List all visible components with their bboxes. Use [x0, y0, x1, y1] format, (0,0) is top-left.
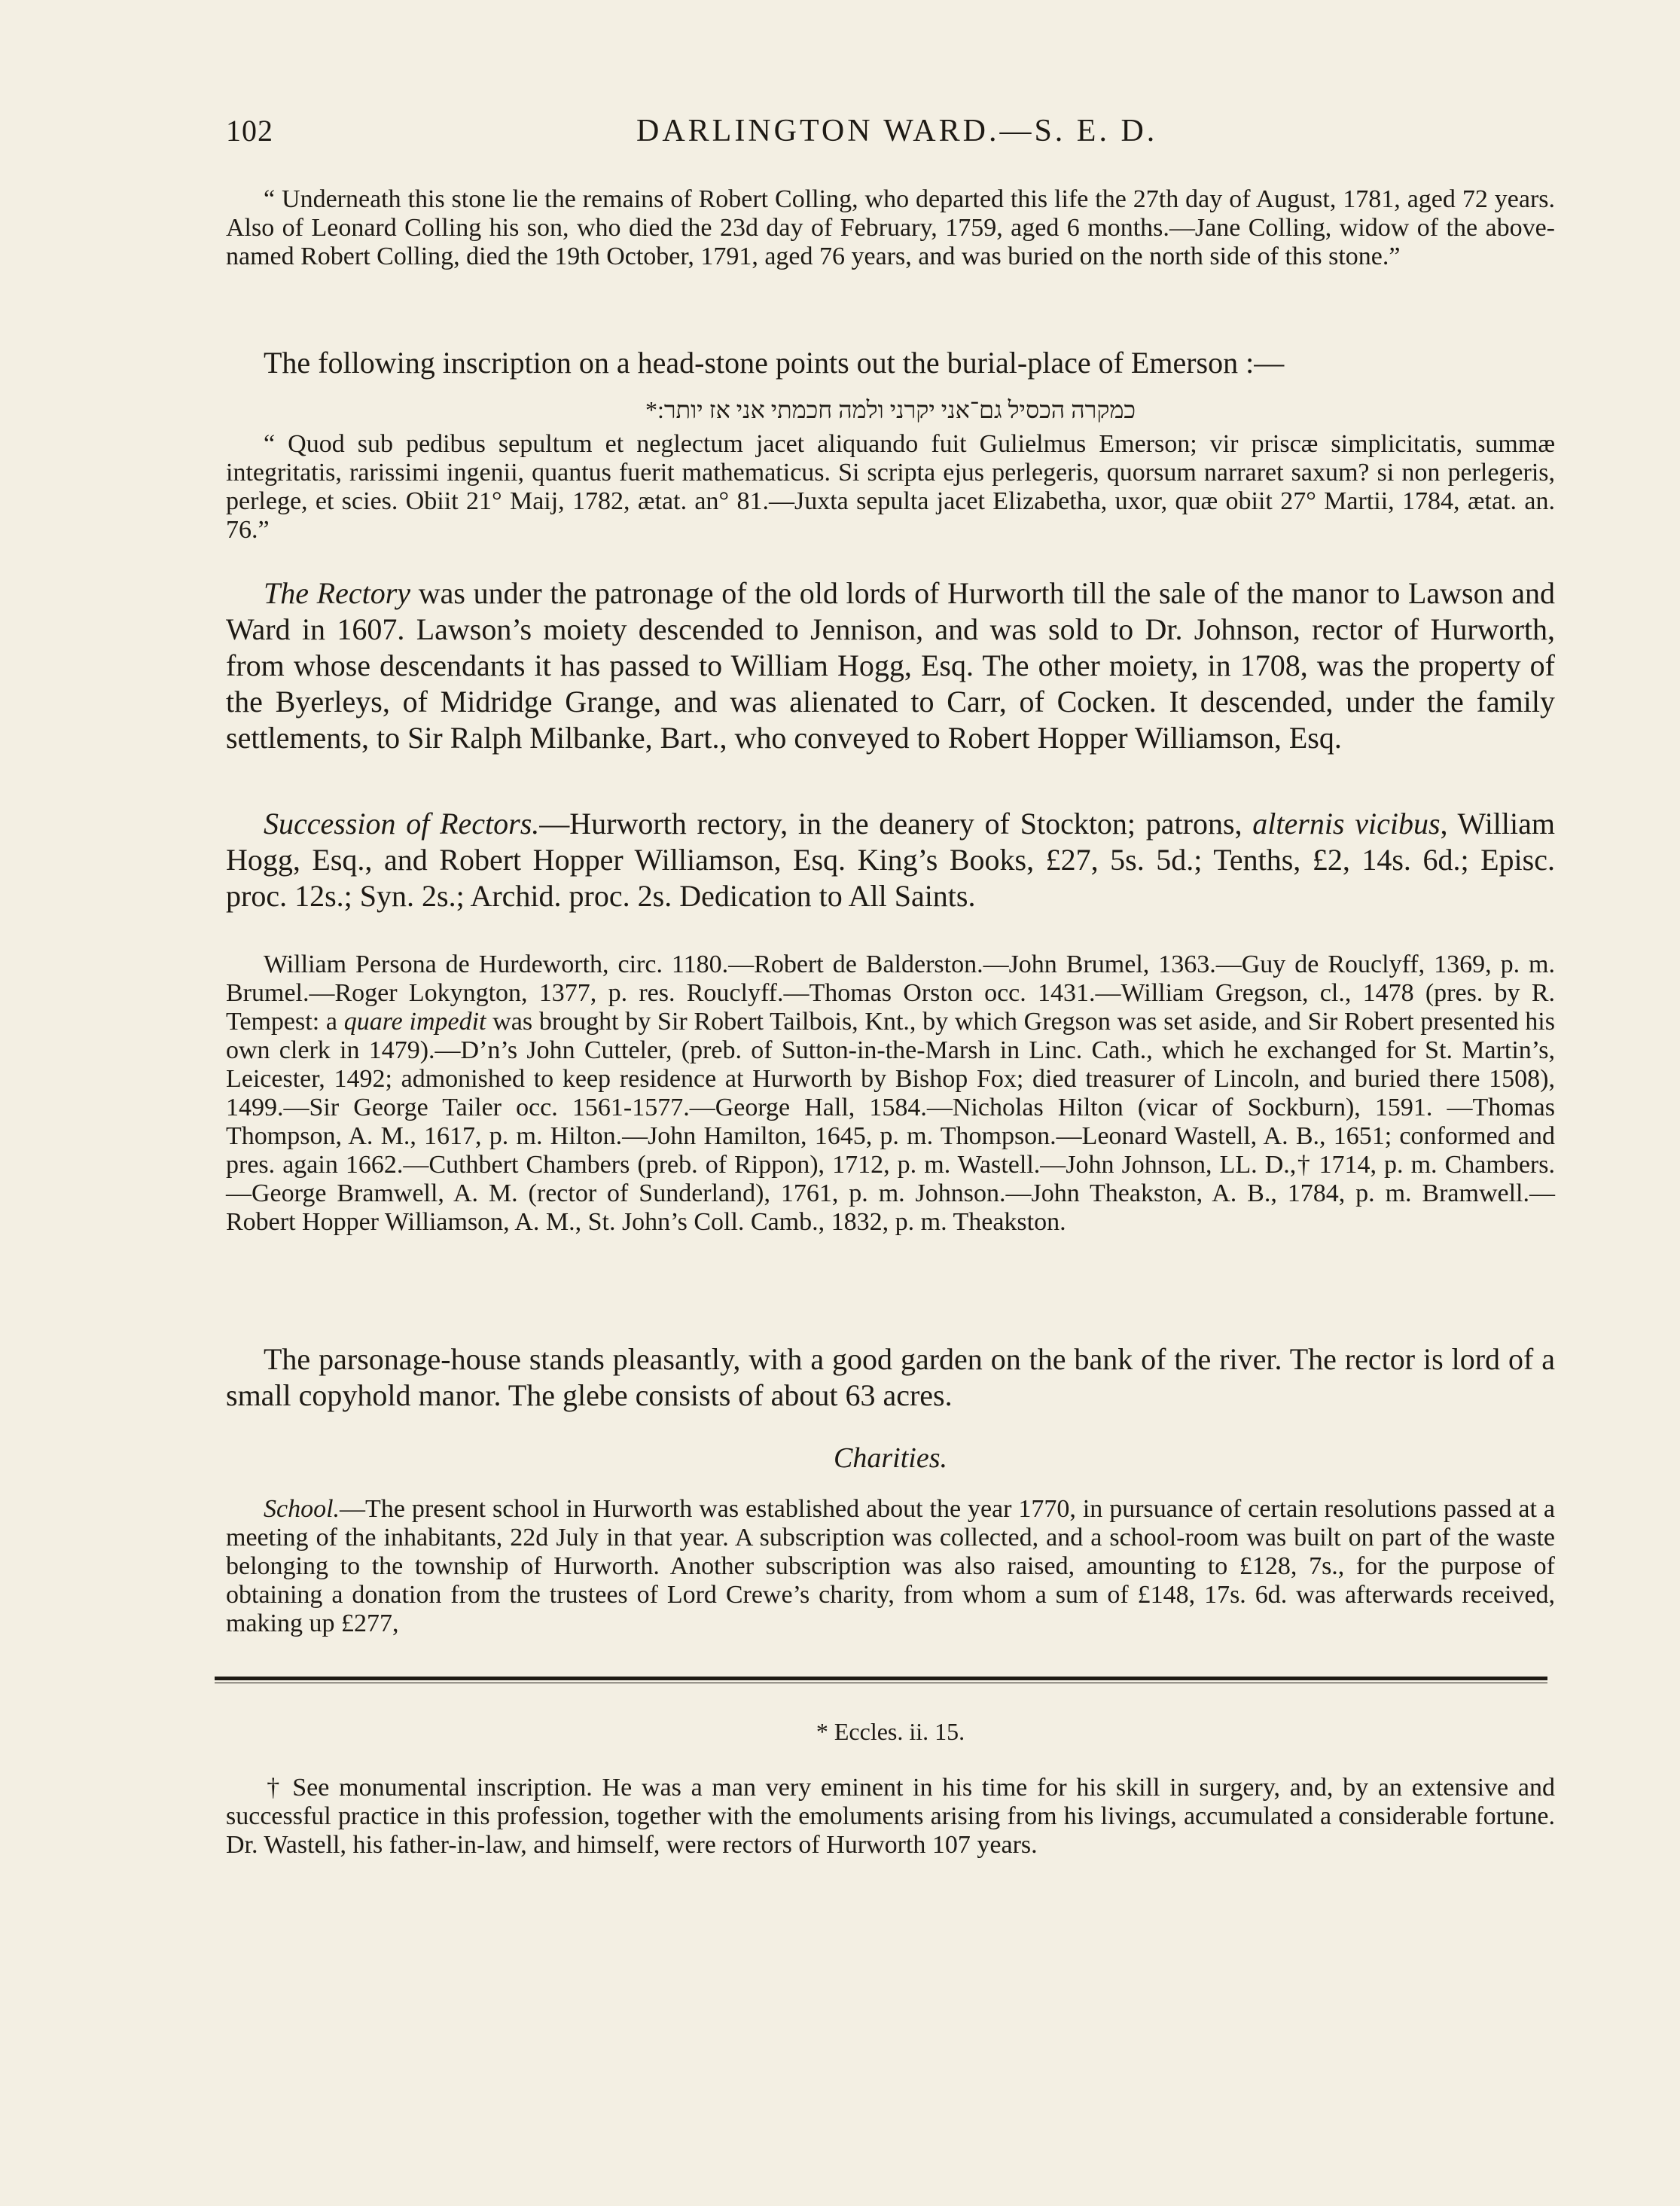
parsonage-text: The parsonage-house stands pleasantly, with a good garden on the bank of the river. The rector is lord of a small copyhold manor. The glebe consists of about 63 acres. — [226, 1342, 1555, 1412]
colling-inscription — [226, 185, 1555, 271]
rectors-text-b: was brought by Sir Robert Tailbois, Knt., by which Gregson was set aside, and Sir Robert presented his own clerk in 1479).—D’n’s John Cutteler, (preb. of Sutton-in-the-Marsh in Linc. Cath., which he exchanged for St. Martin’s, Leicester, 1492; admonished to keep residence at Hurworth by Bishop Fox; died treasurer of Lincoln, and buried there 1508), 1499.—Sir George Tailer occ. 1561-1577.—George Hall, 1584.—Nicholas Hilton (vicar of Sockburn), 1591. —Thomas Thompson, A. M., 1617, p. m. Hilton.—John Hamilton, 1645, p. m. Thompson.—Leonard Wastell, A. B., 1651; conformed and pres. again 1662.—Cuthbert Chambers (preb. of Rippon), 1712, p. m. Wastell.—John Johnson, LL. D.,† 1714, p. m. Chambers.—George Bramwell, A. M. (rector of Sunderland), 1761, p. m. Johnson.—John Theakston, A. B., 1784, p. m. Bramwell.—Robert Hopper Williamson, A. M., St. John’s Coll. Camb., 1832, p. m. Theakston. — [226, 1008, 1555, 1236]
emerson-inscription — [226, 430, 1555, 545]
rectory-paragraph — [226, 575, 1555, 756]
rectors-list — [226, 950, 1555, 1237]
running-head: DARLINGTON WARD.—S. E. D. — [636, 114, 1158, 148]
rectory-lead: The Rectory — [264, 576, 411, 610]
rectors-italic: quare impedit — [343, 1008, 486, 1036]
hebrew-inscription: כמקרה הכסיל גם־אני יקרני ולמה חכמתי אני אז יותר:* — [645, 396, 1136, 423]
colling-inscription-text: “ Underneath this stone lie the remains of Robert Colling, who departed this life the 27th day of August, 1781, aged 72 years. Also of Leonard Colling his son, who died the 23d day of February, 1759, aged 6 months.—Jane Colling, widow of the above-named Robert Colling, died the 19th October, 1791, aged 76 years, and was buried on the north side of this stone.” — [226, 185, 1555, 270]
page-header — [226, 113, 1544, 166]
charities-heading: Charities. — [834, 1442, 947, 1474]
succession-lead: Succession of Rectors. — [264, 807, 540, 841]
emerson-inscription-text: “ Quod sub pedibus sepultum et neglectum jacet aliquando fuit Gulielmus Emerson; vir priscæ simplicitatis, summæ integritatis, rarissimi ingenii, quantus fuerit mathematicus. Si scripta ejus perlegeris, quorsum narraret saxum? si non perlegeris, perlege, et scies. Obiit 21° Maij, 1782, ætat. an° 81.—Juxta sepulta jacet Elizabetha, uxor, quæ obiit 27° Martii, 1784, ætat. an. 76.” — [226, 430, 1555, 544]
emerson-intro-text: The following inscription on a head-stone points out the burial-place of Emerson :— — [264, 346, 1285, 380]
footnote-surgery — [226, 1774, 1555, 1860]
succession-text-a: —Hurworth rectory, in the deanery of Stockton; patrons, — [539, 807, 1253, 841]
school-lead: School. — [264, 1495, 340, 1523]
rectory-text: was under the patronage of the old lords of Hurworth till the sale of the manor to Lawson and Ward in 1607. Lawson’s moiety descended to Jennison, and was sold to Dr. Johnson, rector of Hurworth, from whose descendants it has passed to William Hogg, Esq. The other moiety, in 1708, was the property of the Byerleys, of Midridge Grange, and was alienated to Carr, of Cocken. It descended, under the family settlements, to Sir Ralph Milbanke, Bart., who conveyed to Robert Hopper Williamson, Esq. — [226, 576, 1556, 755]
footnote-surgery-text: † See monumental inscription. He was a man very eminent in his time for his skill in surgery, and, by an extensive and successful practice in this profession, together with the emoluments arising from his livings, accumulated a considerable fortune. Dr. Wastell, his father-in-law, and himself, were rectors of Hurworth 107 years. — [226, 1774, 1555, 1859]
succession-paragraph — [226, 806, 1555, 914]
parsonage-paragraph — [226, 1341, 1555, 1414]
emerson-intro — [226, 345, 1555, 381]
footnote-eccles: * Eccles. ii. 15. — [816, 1718, 965, 1745]
footnote-rule — [215, 1677, 1547, 1683]
school-text: —The present school in Hurworth was established about the year 1770, in pursuance of certain resolutions passed at a meeting of the inhabitants, 22d July in that year. A subscription was collected, and a school-room was built on part of the waste belonging to the township of Hurworth. Another subscription was also raised, amounting to £128, 7s., for the purpose of obtaining a donation from the trustees of Lord Crewe’s charity, from whom a sum of £148, 17s. 6d. was afterwards received, making up £277, — [226, 1495, 1555, 1637]
school-paragraph — [226, 1495, 1555, 1638]
succession-italic: alternis vicibus — [1252, 807, 1441, 841]
succession-text-b: , William Hogg, Esq., and Robert Hopper Williamson, Esq. King’s Books, £27, 5s. 5d.; Tenths, £2, 14s. 6d.; Episc. proc. 12s.; Syn. 2s.; Archid. proc. 2s. Dedication to All Saints. — [226, 807, 1556, 913]
rectors-text-a: William Persona de Hurdeworth, circ. 1180.—Robert de Balderston.—John Brumel, 1363.—Guy de Rouclyff, 1369, p. m. Brumel.—Roger Lokyngton, 1377, p. res. Rouclyff.—Thomas Orston occ. 1431.—William Gregson, cl., 1478 (pres. by R. Tempest: a — [226, 950, 1555, 1036]
page-number: 102 — [226, 114, 273, 148]
